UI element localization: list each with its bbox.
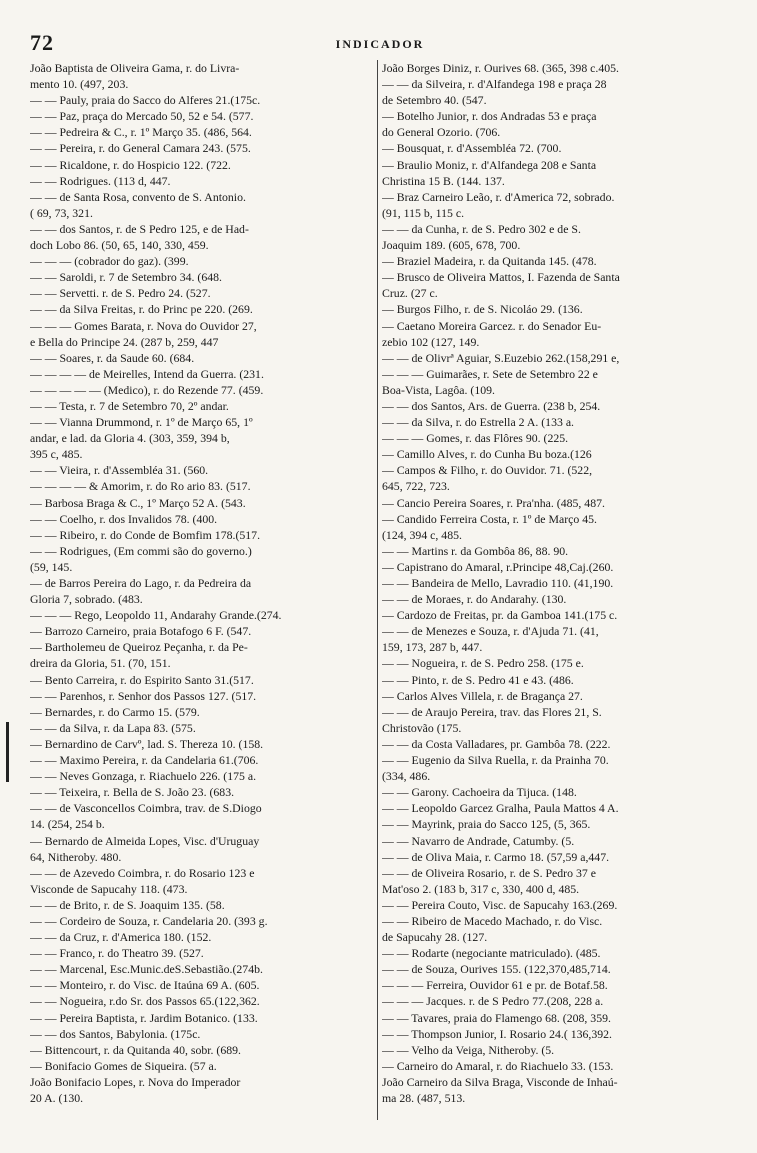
directory-line: — Barrozo Carneiro, praia Botafogo 6 F. (547. bbox=[30, 624, 252, 639]
directory-line: — — de Olivrª Aguiar, S.Euzebio 262.(158,291 e, bbox=[382, 350, 620, 365]
directory-line: mento 10. (497, 203. bbox=[30, 77, 129, 92]
directory-line: — — Ribeiro de Macedo Machado, r. do Visc. bbox=[382, 913, 603, 928]
directory-line: João Bonifacio Lopes, r. Nova do Imperador bbox=[30, 1074, 241, 1089]
directory-line: — — da Cruz, r. d'America 180. (152. bbox=[30, 930, 212, 945]
directory-line: — — Vianna Drummond, r. 1º de Março 65, 1º bbox=[30, 415, 253, 430]
running-title: INDICADOR bbox=[335, 37, 425, 51]
directory-line: — — Ribeiro, r. do Conde de Bomfim 178.(517. bbox=[30, 527, 261, 542]
directory-line: — — Rodarte (negociante matriculado). (485. bbox=[382, 946, 601, 961]
directory-line: — — — (cobrador do gaz). (399. bbox=[30, 254, 189, 269]
directory-line: — Burgos Filho, r. de S. Nicoláo 29. (136. bbox=[382, 302, 583, 317]
directory-line: — — Pedreira & C., r. 1º Março 35. (486, 564. bbox=[30, 125, 252, 140]
directory-line: — — Soares, r. da Saude 60. (684. bbox=[30, 350, 195, 365]
directory-line: — — da Silva Freitas, r. do Princ pe 220. (269. bbox=[30, 302, 253, 317]
directory-line: — — da Cunha, r. de S. Pedro 302 e de S. bbox=[382, 221, 581, 236]
directory-line: — de Barros Pereira do Lago, r. da Pedreira da bbox=[30, 576, 252, 590]
directory-line: — — — Jacques. r. de S Pedro 77.(208, 228 a. bbox=[382, 994, 604, 1009]
directory-line: — — da Costa Valladares, pr. Gambôa 78. (222. bbox=[382, 736, 611, 751]
directory-line: — — Ricaldone, r. do Hospicio 122. (722. bbox=[30, 157, 231, 172]
directory-line: — — Paz, praça do Mercado 50, 52 e 54. (577. bbox=[30, 109, 254, 124]
directory-line: — Bernardes, r. do Carmo 15. (579. bbox=[30, 704, 200, 719]
directory-line: — — Mayrink, praia do Sacco 125, (5, 365. bbox=[382, 817, 591, 832]
directory-line: Christina 15 B. (144. 137. bbox=[382, 173, 505, 188]
directory-line: (124, 394 c, 485. bbox=[382, 527, 462, 542]
left-column bbox=[30, 60, 372, 1106]
directory-line: — — Neves Gonzaga, r. Riachuelo 226. (175 a. bbox=[30, 769, 257, 784]
directory-line: — — Coelho, r. dos Invalidos 78. (400. bbox=[30, 511, 218, 526]
directory-line: — — Pereira Baptista, r. Jardim Botanico. (133. bbox=[30, 1010, 258, 1025]
directory-line: Joaquim 189. (605, 678, 700. bbox=[382, 238, 521, 253]
directory-line: — Cardozo de Freitas, pr. da Gamboa 141.(175 c. bbox=[382, 608, 618, 623]
directory-line: — Braz Carneiro Leão, r. d'America 72, sobrado. bbox=[382, 189, 615, 204]
directory-line: — Barbosa Braga & C., 1º Março 52 A. (543. bbox=[30, 495, 246, 510]
directory-line: — — Monteiro, r. do Visc. de Itaúna 69 A. (605. bbox=[30, 978, 260, 993]
directory-line: — — de Santa Rosa, convento de S. Antonio. bbox=[30, 189, 246, 204]
directory-line: — Bernardo de Almeida Lopes, Visc. d'Uruguay bbox=[30, 833, 260, 848]
directory-line: — — — Ferreira, Ouvidor 61 e pr. de Botaf.58. bbox=[382, 978, 608, 993]
directory-line: — — Vieira, r. d'Assembléa 31. (560. bbox=[30, 463, 209, 478]
margin-mark bbox=[6, 722, 9, 782]
directory-line: — — da Silva, r. do Estrella 2 A. (133 a. bbox=[382, 415, 574, 430]
column-divider bbox=[377, 60, 378, 1120]
directory-line: — Bonifacio Gomes de Siqueira. (57 a. bbox=[30, 1058, 217, 1073]
directory-line: andar, e lad. da Gloria 4. (303, 359, 394 b, bbox=[30, 431, 230, 446]
right-column bbox=[382, 60, 724, 1106]
directory-line: João Carneiro da Silva Braga, Visconde de Inhaú- bbox=[382, 1074, 618, 1089]
directory-line: dreira da Gloria, 51. (70, 151. bbox=[30, 656, 171, 671]
directory-line: Boa-Vista, Lagôa. (109. bbox=[382, 382, 495, 397]
directory-line: do General Ozorio. (706. bbox=[382, 125, 501, 140]
directory-line: — — — Rego, Leopoldo 11, Andarahy Grande.(274. bbox=[30, 608, 282, 623]
directory-line: — Bittencourt, r. da Quitanda 40, sobr. (689. bbox=[30, 1042, 242, 1057]
directory-line: 64, Nitheroby. 480. bbox=[30, 849, 122, 864]
directory-line: — Campos & Filho, r. do Ouvidor. 71. (522, bbox=[382, 463, 593, 478]
directory-line: — — Marcenal, Esc.Munic.deS.Sebastião.(274b. bbox=[30, 962, 263, 977]
directory-line: — — de Oliveira Rosario, r. de S. Pedro 37 e bbox=[382, 865, 596, 880]
directory-line: — — Teixeira, r. Bella de S. João 23. (683. bbox=[30, 785, 235, 800]
directory-line: — — Rodrigues, (Em commi são do governo.) bbox=[30, 543, 252, 558]
directory-line: — — Thompson Junior, I. Rosario 24.( 136,392. bbox=[382, 1026, 612, 1041]
directory-line: — — Martins r. da Gombôa 86, 88. 90. bbox=[382, 543, 569, 558]
directory-line: — — Pereira, r. do General Camara 243. (575. bbox=[30, 141, 251, 156]
directory-line: — — Bandeira de Mello, Lavradio 110. (41,190. bbox=[382, 576, 614, 590]
directory-line: — — de Vasconcellos Coimbra, trav. de S.Diogo bbox=[30, 801, 262, 816]
directory-line: Christovão (175. bbox=[382, 720, 462, 735]
directory-line: — — de Menezes e Souza, r. d'Ajuda 71. (41, bbox=[382, 624, 599, 639]
directory-line: — — da Silva, r. da Lapa 83. (575. bbox=[30, 720, 196, 735]
directory-line: — — Servetti. r. de S. Pedro 24. (527. bbox=[30, 286, 211, 301]
directory-line: Gloria 7, sobrado. (483. bbox=[30, 592, 143, 607]
directory-line: — — — — de Meirelles, Intend da Guerra. (231. bbox=[30, 366, 264, 381]
directory-line: — — de Souza, Ourives 155. (122,370,485,714. bbox=[382, 962, 611, 977]
directory-line: — — Nogueira, r. de S. Pedro 258. (175 e. bbox=[382, 656, 584, 671]
directory-line: — — Velho da Veiga, Nitheroby. (5. bbox=[382, 1042, 555, 1057]
directory-line: — Brusco de Oliveira Mattos, I. Fazenda de Santa bbox=[382, 270, 620, 285]
directory-line: — — Navarro de Andrade, Catumby. (5. bbox=[382, 833, 575, 848]
directory-line: João Baptista de Oliveira Gama, r. do Livra- bbox=[30, 61, 240, 75]
directory-line: — — de Moraes, r. do Andarahy. (130. bbox=[382, 592, 567, 607]
directory-line: — — de Azevedo Coimbra, r. do Rosario 123 e bbox=[30, 865, 255, 880]
page-number: 72 bbox=[30, 30, 54, 55]
directory-line: — — Nogueira, r.do Sr. dos Passos 65.(122,362. bbox=[30, 994, 260, 1009]
directory-line: (334, 486. bbox=[382, 769, 431, 784]
directory-line: — — Testa, r. 7 de Setembro 70, 2º andar. bbox=[30, 398, 229, 413]
directory-line: — — dos Santos, r. de S Pedro 125, e de Had- bbox=[30, 221, 249, 236]
directory-line: zebio 102 (127, 149. bbox=[382, 334, 480, 349]
directory-line: — — Leopoldo Garcez Gralha, Paula Mattos 4 A. bbox=[382, 801, 619, 816]
directory-columns bbox=[30, 60, 740, 1140]
directory-line: (91, 115 b, 115 c. bbox=[382, 205, 465, 220]
directory-line: — — Pauly, praia do Sacco do Alferes 21.(175c. bbox=[30, 93, 261, 108]
directory-line: 395 c, 485. bbox=[30, 447, 83, 462]
page-header bbox=[30, 30, 730, 54]
directory-line: — — Saroldi, r. 7 de Setembro 34. (648. bbox=[30, 270, 223, 285]
directory-line: — Braulio Moniz, r. d'Alfandega 208 e Santa bbox=[382, 157, 597, 172]
directory-line: e Bella do Principe 24. (287 b, 259, 447 bbox=[30, 334, 219, 349]
directory-line: — — — Gomes Barata, r. Nova do Ouvidor 27, bbox=[30, 318, 257, 333]
directory-line: Visconde de Sapucahy 118. (473. bbox=[30, 881, 188, 896]
directory-line: — — Parenhos, r. Senhor dos Passos 127. (517. bbox=[30, 688, 257, 703]
directory-line: — Braziel Madeira, r. da Quitanda 145. (478. bbox=[382, 254, 597, 269]
directory-line: — — Garony. Cachoeira da Tijuca. (148. bbox=[382, 785, 577, 800]
directory-line: 14. (254, 254 b. bbox=[30, 817, 105, 832]
directory-line: — Caetano Moreira Garcez. r. do Senador Eu- bbox=[382, 318, 602, 333]
directory-line: de Sapucahy 28. (127. bbox=[382, 930, 488, 945]
directory-line: — Carneiro do Amaral, r. do Riachuelo 33. (153. bbox=[382, 1058, 614, 1073]
directory-line: — — Cordeiro de Souza, r. Candelaria 20. (393 g. bbox=[30, 913, 268, 928]
directory-line: — — Pinto, r. de S. Pedro 41 e 43. (486. bbox=[382, 672, 574, 687]
directory-line: — Camillo Alves, r. do Cunha Bu boza.(126 bbox=[382, 447, 592, 462]
directory-line: — Candido Ferreira Costa, r. 1º de Março 45. bbox=[382, 511, 597, 526]
directory-line: — Bernardino de Carvº, lad. S. Thereza 10. (158. bbox=[30, 736, 264, 751]
directory-line: — — dos Santos, Babylonia. (175c. bbox=[30, 1026, 201, 1041]
directory-line: — — Pereira Couto, Visc. de Sapucahy 163.(269. bbox=[382, 897, 618, 912]
directory-line: — — Tavares, praia do Flamengo 68. (208, 359. bbox=[382, 1010, 611, 1025]
directory-line: — — — Gomes, r. das Flôres 90. (225. bbox=[382, 431, 569, 446]
directory-line: — Bento Carreira, r. do Espirito Santo 31.(517. bbox=[30, 672, 254, 687]
directory-line: Mat'oso 2. (183 b, 317 c, 330, 400 d, 485. bbox=[382, 881, 580, 896]
directory-line: — Capistrano do Amaral, r.Principe 48,Caj.(260. bbox=[382, 559, 614, 574]
directory-line: — Bartholemeu de Queiroz Peçanha, r. da Pe- bbox=[30, 640, 248, 655]
directory-line: — — de Brito, r. de S. Joaquim 135. (58. bbox=[30, 897, 225, 912]
directory-line: — — de Oliva Maia, r. Carmo 18. (57,59 a,447. bbox=[382, 849, 610, 864]
directory-line: João Borges Diniz, r. Ourives 68. (365, 398 c.405. bbox=[382, 61, 620, 75]
directory-line: 645, 722, 723. bbox=[382, 479, 450, 494]
directory-line: 159, 173, 287 b, 447. bbox=[382, 640, 483, 655]
directory-line: — Bousquat, r. d'Assembléa 72. (700. bbox=[382, 141, 562, 156]
directory-line: — — Eugenio da Silva Ruella, r. da Prainha 70. bbox=[382, 753, 609, 768]
directory-line: ( 69, 73, 321. bbox=[30, 205, 93, 220]
directory-line: ma 28. (487, 513. bbox=[382, 1091, 466, 1105]
directory-line: — Cancio Pereira Soares, r. Pra'nha. (485, 487. bbox=[382, 495, 605, 510]
directory-line: — Botelho Junior, r. dos Andradas 53 e praça bbox=[382, 109, 597, 124]
directory-line: — Carlos Alves Villela, r. de Bragança 27. bbox=[382, 688, 583, 703]
directory-line: — — — — & Amorim, r. do Ro ario 83. (517. bbox=[30, 479, 251, 494]
directory-line: — — — Guimarães, r. Sete de Setembro 22 e bbox=[382, 366, 598, 381]
directory-line: — — Rodrigues. (113 d, 447. bbox=[30, 173, 171, 188]
directory-line: — — — — — (Medico), r. do Rezende 77. (459. bbox=[30, 382, 264, 397]
directory-line: — — da Silveira, r. d'Alfandega 198 e praça 28 bbox=[382, 77, 607, 92]
directory-line: — — dos Santos, Ars. de Guerra. (238 b, 254. bbox=[382, 398, 601, 413]
directory-line: — — Maximo Pereira, r. da Candelaria 61.(706. bbox=[30, 753, 259, 768]
directory-line: 20 A. (130. bbox=[30, 1091, 84, 1105]
directory-line: (59, 145. bbox=[30, 559, 73, 574]
directory-line: doch Lobo 86. (50, 65, 140, 330, 459. bbox=[30, 238, 209, 253]
directory-line: de Setembro 40. (547. bbox=[382, 93, 487, 108]
directory-line: Cruz. (27 c. bbox=[382, 286, 438, 301]
directory-line: — — Franco, r. do Theatro 39. (527. bbox=[30, 946, 204, 961]
directory-line: — — de Araujo Pereira, trav. das Flores 21, S. bbox=[382, 704, 602, 719]
